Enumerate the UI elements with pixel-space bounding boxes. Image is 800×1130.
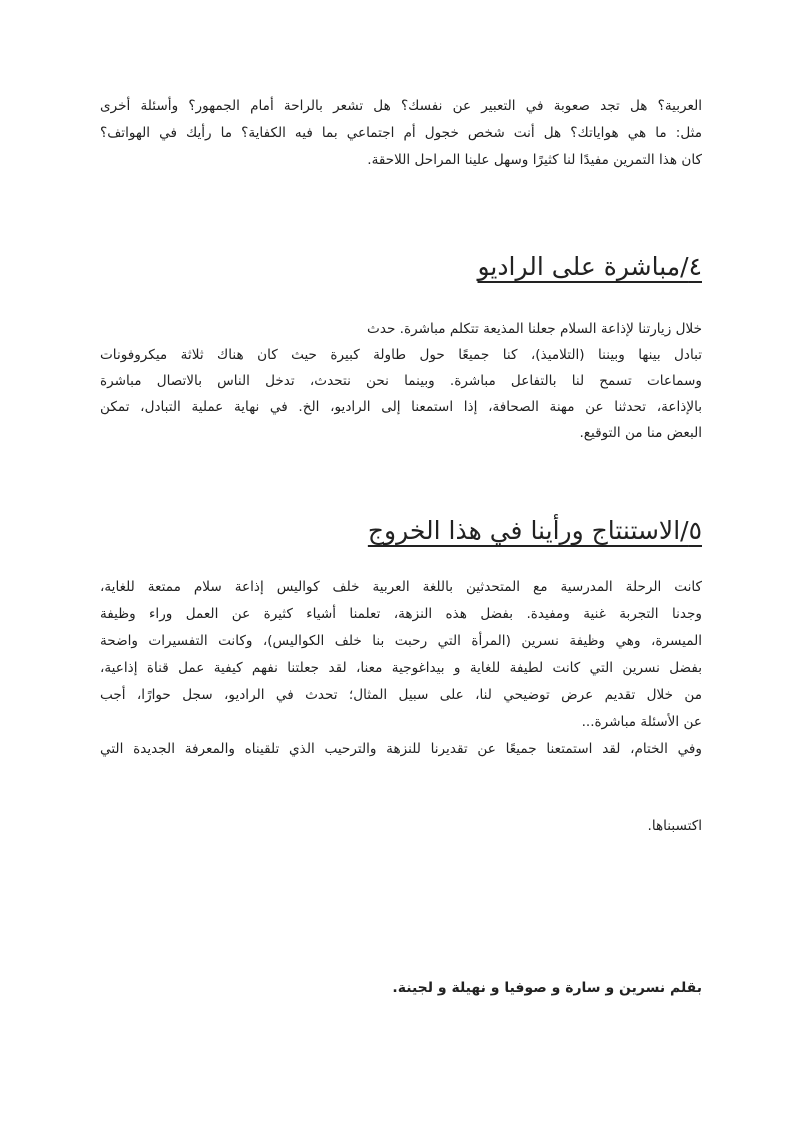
section-5-line-6: عن الأسئلة مباشرة... <box>581 714 702 730</box>
intro-line-3: كان هذا التمرين مفيدًا لنا كثيرًا وسهل علينا المراحل اللاحقة. <box>367 152 702 168</box>
section-5-paragraph <box>100 574 702 763</box>
section-5-line-3: الميسرة، وهي وظيفة نسرين (المرأة التي رحبت بنا خلف الكواليس)، وكانت التفسيرات واضحة <box>100 633 702 649</box>
signature: بقلم نسرين و سارة و صوفيا و نهيلة و لجينة. <box>392 980 702 996</box>
section-5-line-5: من خلال تقديم عرض توضيحي لنا، على سبيل المثال؛ تحدث في الراديو، سجل حوارًا، أجب <box>100 687 702 703</box>
section-5-last-line: اكتسبناها. <box>647 818 702 834</box>
section-5-line-1: كانت الرحلة المدرسية مع المتحدثين باللغة العربية خلف كواليس إذاعة سلام ممتعة للغاية، <box>100 579 702 595</box>
section-5-line-2: وجدنا التجربة غنية ومفيدة. بفضل هذه النزهة، تعلمنا أشياء كثيرة عن العمل وراء وظيفة <box>100 606 702 622</box>
section-4-line-3: وسماعات تسمح لنا بالتفاعل مباشرة. وبينما نحن نتحدث، تدخل الناس بالاتصال مباشرة <box>100 373 702 389</box>
section-4-line-2: تبادل بينها وبيننا (التلاميذ)، كنا جميعًا حول طاولة كبيرة حيث كان هناك ثلاثة ميكروفونات <box>100 347 702 363</box>
intro-line-2: مثل: ما هي هواياتك؟ هل أنت شخص خجول أم اجتماعي بما فيه الكفاية؟ ما رأيك في الهواتف؟ <box>100 125 702 141</box>
intro-line-1: العربية؟ هل تجد صعوبة في التعبير عن نفسك؟ هل تشعر بالراحة أمام الجمهور؟ وأسئلة أخرى <box>100 98 702 114</box>
section-5-line-7: وفي الختام، لقد استمتعنا جميعًا عن تقديرنا للنزهة والترحيب الذي تلقيناه والمعرفة الجديدة التي <box>100 741 702 757</box>
section-5-line-4: بفضل نسرين التي كانت لطيفة للغاية و بيداغوجية معنا، لقد جعلتنا نفهم كيفية عمل قناة إذاعية، <box>100 660 702 676</box>
section-4-line-1: خلال زيارتنا لإذاعة السلام جعلنا المذيعة تتكلم مباشرة. حدث <box>367 321 702 337</box>
section-4-title: ٤/مباشرة على الراديو <box>477 252 702 281</box>
section-4-line-5: البعض منا من التوقيع. <box>579 425 702 441</box>
intro-paragraph <box>100 93 702 174</box>
section-5-title: ٥/الاستنتاج ورأينا في هذا الخروج <box>367 516 702 545</box>
section-4-paragraph <box>100 316 702 446</box>
section-4-line-4: بالإذاعة، تحدثنا عن مهنة الصحافة، إذا استمعنا إلى الراديو، الخ. في نهاية عملية التبادل، تمكن <box>100 399 702 415</box>
